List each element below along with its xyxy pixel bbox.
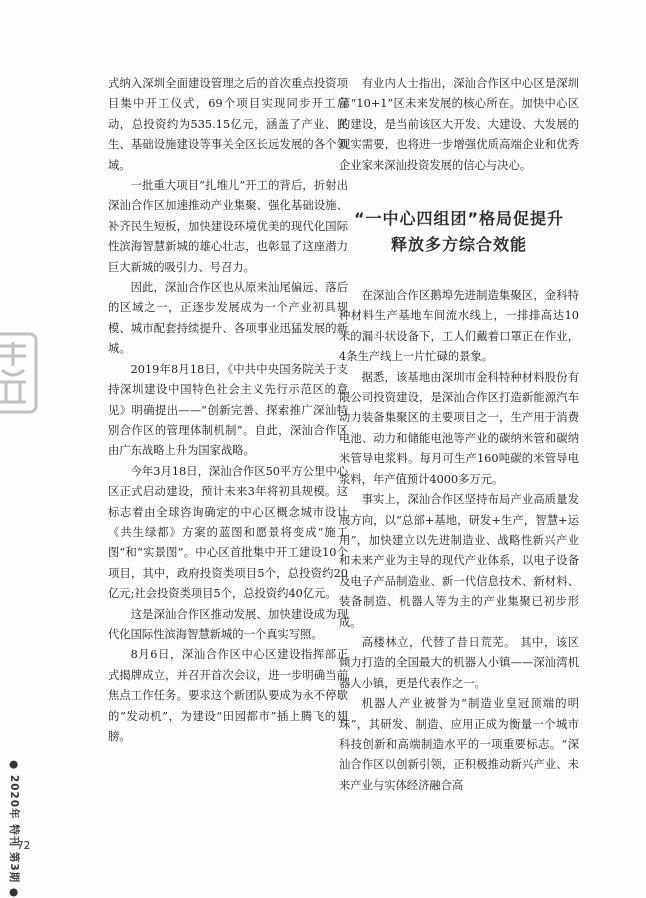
body-paragraph: 机器人产业被誉为“制造业皇冠顶端的明珠”，其研发、制造、应用正成为衡量一个城市科技创新和高端制造水平的一项重要标志。“深汕合作区以创新引领，正积极推动新兴产业、未来产业与实体经济融合高 <box>339 697 579 792</box>
left-article-column <box>108 74 348 747</box>
body-paragraph: 这是深汕合作区推动发展、加快建设成为现代化国际性滨海智慧新城的一个真实写照。 <box>108 607 348 641</box>
body-paragraph: 一批重大项目“扎堆儿”开工的背后，折射出深汕合作区加速推动产业集聚、强化基础设施、补齐民生短板，加快建设环境优美的现代化国际性滨海智慧新城的雄心壮志，也彰显了这座潜力巨大新城的吸引力、号召力。 <box>108 179 348 274</box>
body-paragraph: 式纳入深圳全面建设管理之后的首次重点投资项目集中开工仪式，69个项目实现同步开工启动，总投资约为535.15亿元，涵盖了产业、民生、基础设施建设等事关全区长远发展的各个领域。 <box>108 77 348 172</box>
body-paragraph: 今年3月18日，深汕合作区50平方公里中心区正式启动建设，预计未来3年将初具规模。这标志着由全球咨询确定的中心区概念城市设计《共生绿都》方案的蓝图和愿景将变成“施工图”和“实景图”。中心区首批集中开工建设10个项目，其中，政府投资类项目5个，总投资约20亿元;社会投资类项目5个，总投资约40亿元。 <box>108 464 348 601</box>
body-paragraph: 有业内人士指出，深汕合作区中心区是深圳第“10+1”区未来发展的核心所在。加快中心区的建设，是当前该区大开发、大建设、大发展的现实需要，也将进一步增强优质高端企业和优秀企业家来深汕投资发展的信心与决心。 <box>339 77 579 172</box>
page-number: 72 <box>17 840 31 852</box>
body-paragraph: 高楼林立，代替了昔日荒芜。 其中，该区倾力打造的全国最大的机器人小镇——深汕湾机器人小镇，更是代表作之一。 <box>339 635 579 690</box>
body-paragraph: 2019年8月18日，《中共中央国务院关于支持深圳建设中国特色社会主义先行示范区的意见》明确提出——“创新完善、探索推广深汕特别合作区的管理体制机制”。自此，深汕合作区由广东战略上升为国家战略。 <box>108 362 348 458</box>
section-heading-line-1: “一中心四组团”格局促提升 <box>353 209 565 229</box>
body-paragraph: 事实上，深汕合作区坚持布局产业高质量发展方向，以“总部+基地，研发+生产，智慧+运用”，加快建立以先进制造业、战略性新兴产业和未来产业为主导的现代产业体系，以电子设备及电子产品制造业、新一代信息技术、新材料、装备制造、机器人等为主的产业集聚已初步形成。 <box>339 493 579 629</box>
right-paragraphs-before <box>339 74 579 176</box>
body-paragraph: 8月6日，深汕合作区中心区建设指挥部正式揭牌成立，并召开首次会议，进一步明确当前焦点工作任务。要求这个新团队要成为永不停歇的“发动机”，为建设“田园都市”插上腾飞的翅膀。 <box>108 648 348 743</box>
section-heading <box>339 206 579 258</box>
body-paragraph: 据悉，该基地由深圳市金科特种材料股份有限公司投资建设，是深汕合作区打造新能源汽车动力装备集聚区的主要项目之一，生产用于消费电池、动力和储能电池等产业的碳纳米管和碳纳米管导电浆料。每月可生产160吨碳的米管导电浆料，年产值预计4000多万元。 <box>339 370 579 486</box>
right-article-column <box>339 74 579 796</box>
body-paragraph: 在深汕合作区鹅埠先进制造集聚区，金科特种材料生产基地车间流水线上，一排排高达10米的漏斗状设备下，工人们戴着口罩正在作业，4条生产线上一片忙碌的景象。 <box>339 289 579 364</box>
body-paragraph: 因此，深汕合作区也从原来汕尾偏远、落后的区域之一，正逐步发展成为一个产业初具规模、城市配套持续提升、各项事业迅猛发展的新城。 <box>108 281 348 356</box>
right-paragraphs-after <box>339 286 579 796</box>
issue-label: ● 2020年 特刊 第3期 ● <box>8 760 20 898</box>
decorative-seal-icon <box>0 330 40 416</box>
section-heading-line-2: 释放多方综合效能 <box>390 235 527 255</box>
